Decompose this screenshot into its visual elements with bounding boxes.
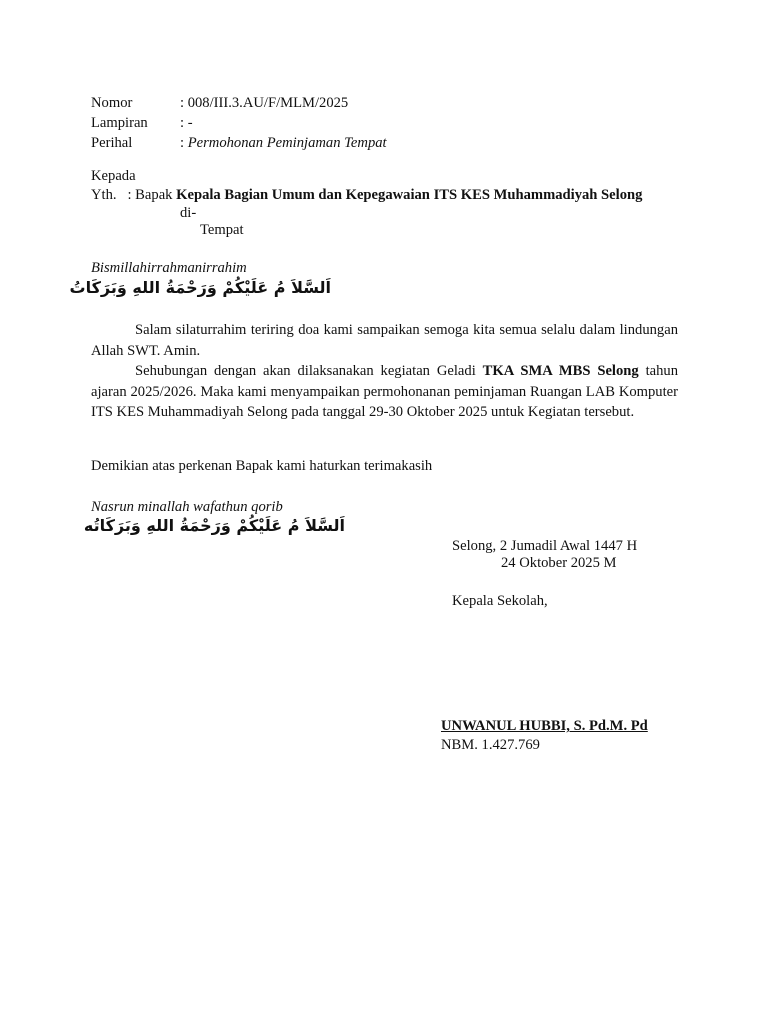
perihal-label: Perihal: [91, 135, 133, 151]
yth-row: [91, 185, 642, 205]
bismillah-text: Bismillahirrahmanirrahim: [91, 260, 247, 276]
closing-thanks: Demikian atas perkenan Bapak kami haturkan terimakasih: [91, 458, 433, 474]
tempat-label: Tempat: [200, 222, 244, 238]
perihal-row: [180, 133, 387, 153]
recipient-name: Kepala Bagian Umum dan Kepegawaian ITS KES Muhammadiyah Selong: [176, 187, 643, 203]
salam-opening-arabic: اَلسَّلاَ مُ عَلَيْكُمْ وَرَحْمَةُ اللهِ وَبَرَكَاتُ: [69, 278, 331, 297]
nomor-label: Nomor: [91, 95, 133, 111]
signature-date-masehi: 24 Oktober 2025 M: [501, 555, 617, 571]
lampiran-label: Lampiran: [91, 115, 148, 131]
paragraph-request: [91, 361, 678, 423]
request-event-name: TKA SMA MBS Selong: [482, 363, 639, 379]
di-label: di-: [180, 205, 197, 221]
request-text-after: tahun ajaran 2025/2026. Maka kami menyampaikan permohonanan peminjaman Ruangan LAB Komputer ITS KES Muhammadiyah Selong pada tanggal 29-30 Oktober 2025 untuk Kegiatan tersebut.: [91, 363, 678, 421]
perihal-value: Permohonan Peminjaman Tempat: [187, 135, 387, 151]
signatory-name: UNWANUL HUBBI, S. Pd.M. Pd: [441, 718, 648, 734]
nasrun-text: Nasrun minallah wafathun qorib: [91, 499, 283, 515]
perihal-prefix: :: [180, 135, 188, 151]
yth-prefix: Yth. : Bapak: [91, 187, 177, 203]
salam-closing-arabic: اَلسَّلاَ مُ عَلَيْكُمْ وَرَحْمَةُ اللهِ وَبَرَكَاتُه: [83, 516, 345, 535]
request-text-before: Sehubungan dengan akan dilaksanakan kegiatan Geladi: [135, 363, 483, 379]
lampiran-value: : -: [180, 115, 193, 131]
signature-place-hijri: Selong, 2 Jumadil Awal 1447 H: [452, 538, 638, 554]
nomor-value: : 008/III.3.AU/F/MLM/2025: [180, 95, 349, 111]
paragraph-greeting: Salam silaturrahim teriring doa kami sampaikan semoga kita semua selalu dalam lindungan Allah SWT. Amin.: [91, 322, 678, 359]
signature-title: Kepala Sekolah,: [452, 593, 548, 609]
signatory-nbm: NBM. 1.427.769: [441, 737, 540, 753]
kepada-label: Kepada: [91, 168, 136, 184]
